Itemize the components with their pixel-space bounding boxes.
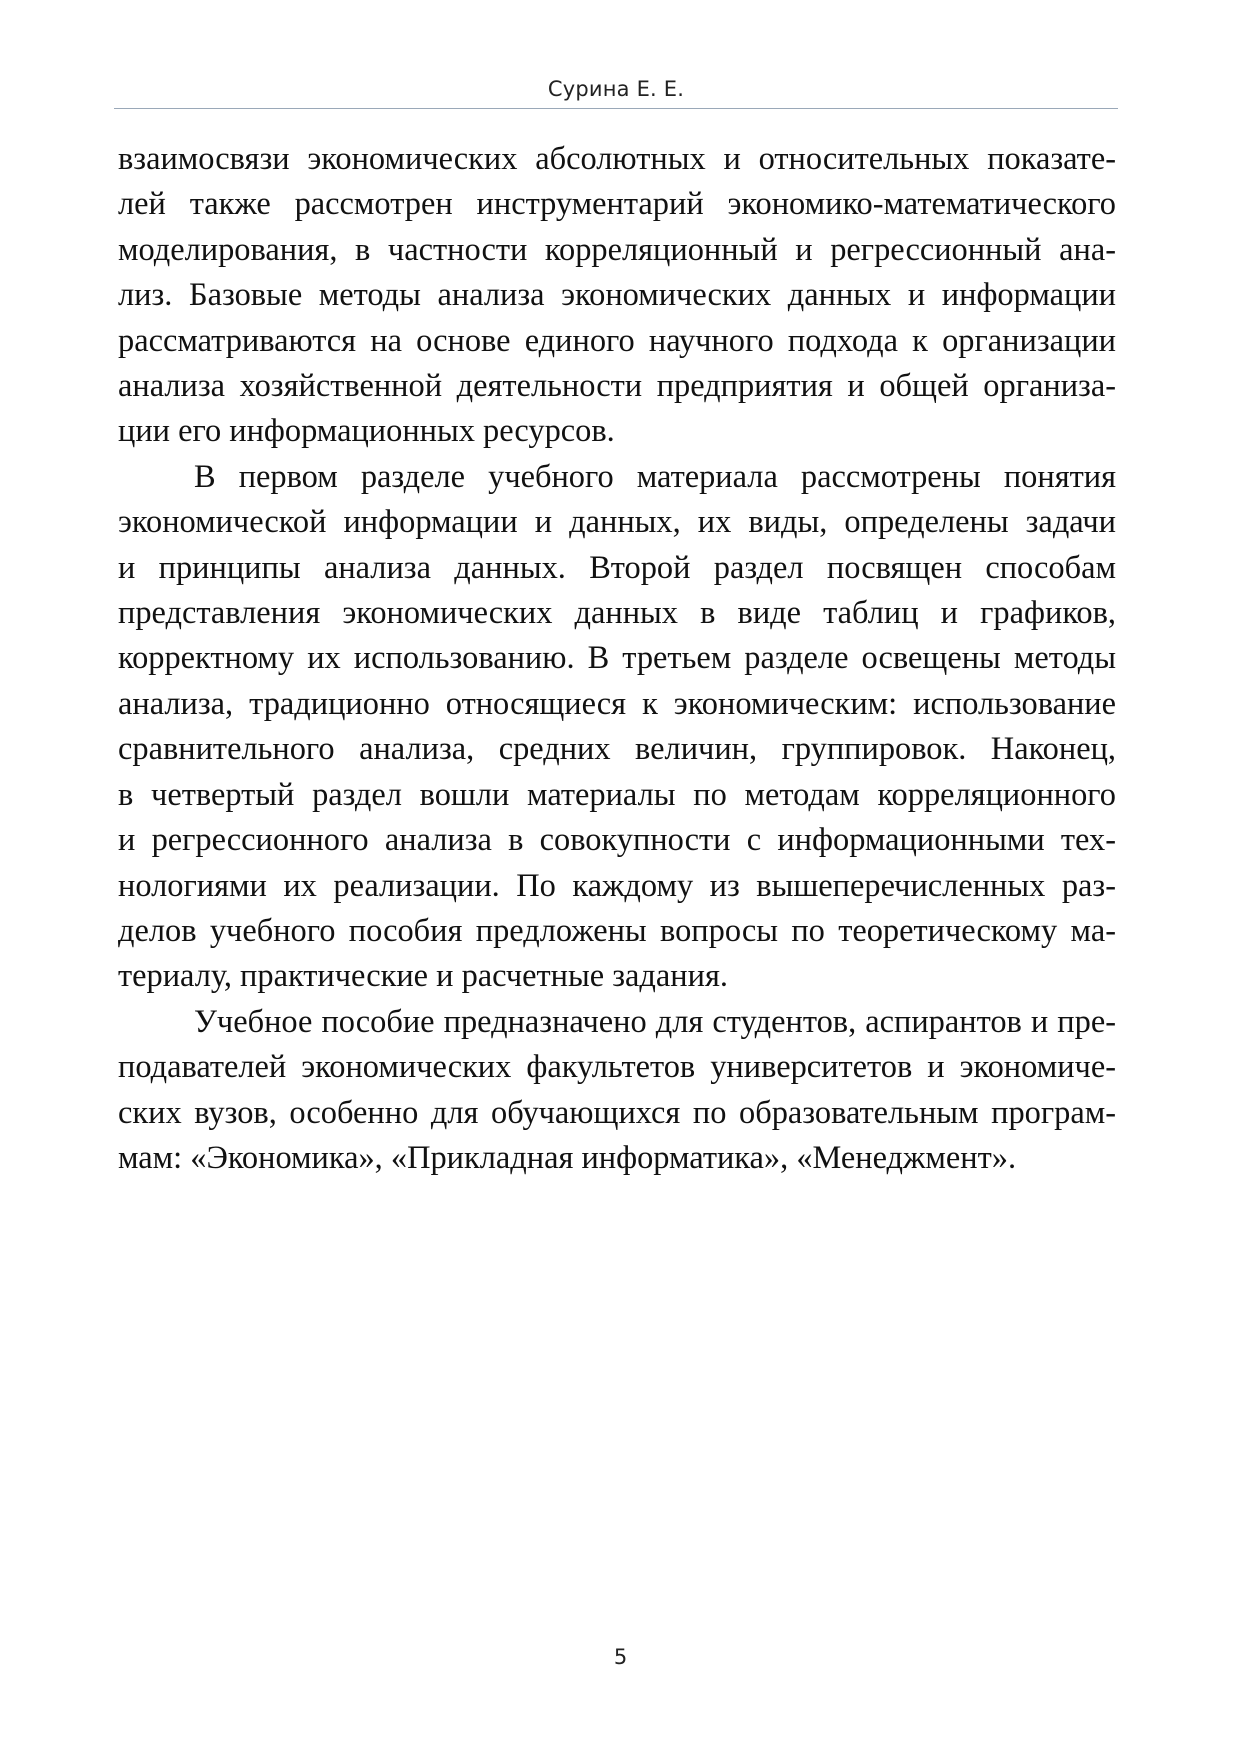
text-line: анализа, традиционно относящиеся к экономическим: использование bbox=[118, 685, 1116, 722]
text-line: лей также рассмотрен инструментарий экономико-математического bbox=[118, 186, 1116, 223]
text-line: корректному их использованию. В третьем разделе освещены методы bbox=[118, 640, 1116, 677]
text-line: подавателей экономических факультетов университетов и экономиче- bbox=[118, 1049, 1116, 1086]
running-header: Сурина Е. Е. bbox=[547, 77, 685, 101]
text-line: ции его информационных ресурсов. bbox=[118, 413, 615, 450]
text-line: моделирования, в частности корреляционный и регрессионный ана- bbox=[118, 231, 1116, 268]
text-line: Учебное пособие предназначено для студентов, аспирантов и пре- bbox=[194, 1003, 1116, 1040]
text-line: В первом разделе учебного материала рассмотрены понятия bbox=[194, 458, 1116, 495]
text-line: териалу, практические и расчетные задания. bbox=[118, 958, 728, 995]
text-line: мам: «Экономика», «Прикладная информатика», «Менеджмент». bbox=[118, 1139, 1017, 1176]
paragraph-2 bbox=[118, 455, 1116, 1000]
header-divider bbox=[114, 108, 1118, 109]
text-line: нологиями их реализации. По каждому из вышеперечисленных раз- bbox=[118, 867, 1116, 904]
text-line: рассматриваются на основе единого научного подхода к организации bbox=[118, 322, 1116, 359]
paragraph-3 bbox=[118, 1000, 1116, 1182]
text-line: ских вузов, особенно для обучающихся по образовательным програм- bbox=[118, 1094, 1116, 1131]
text-line: экономической информации и данных, их виды, определены задачи bbox=[118, 504, 1116, 541]
text-line: взаимосвязи экономических абсолютных и относительных показате- bbox=[118, 141, 1116, 177]
text-line: в четвертый раздел вошли материалы по методам корреляционного bbox=[118, 776, 1116, 813]
text-line: и регрессионного анализа в совокупности с информационными тех- bbox=[118, 822, 1116, 859]
text-line: анализа хозяйственной деятельности предприятия и общей организа- bbox=[118, 368, 1116, 405]
page-number: 5 bbox=[613, 1645, 628, 1669]
text-line: и принципы анализа данных. Второй раздел посвящен способам bbox=[118, 549, 1116, 586]
text-line: делов учебного пособия предложены вопросы по теоретическому ма- bbox=[118, 912, 1116, 949]
text-line: представления экономических данных в виде таблиц и графиков, bbox=[118, 595, 1116, 632]
text-line: лиз. Базовые методы анализа экономических данных и информации bbox=[118, 277, 1116, 314]
paragraph-1 bbox=[118, 137, 1116, 455]
body-text bbox=[118, 137, 1116, 1181]
text-line: сравнительного анализа, средних величин, группировок. Наконец, bbox=[118, 731, 1116, 768]
